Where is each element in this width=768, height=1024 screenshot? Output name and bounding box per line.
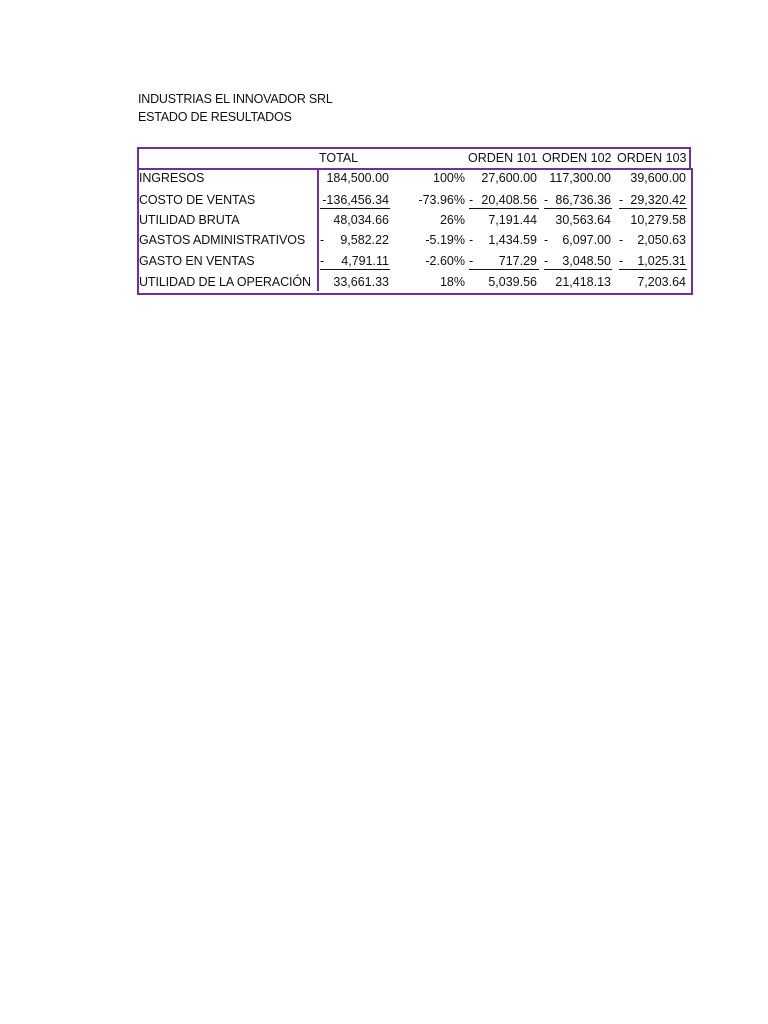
orden-103-value: 10,279.58 xyxy=(630,213,686,227)
percent-value: -73.96% xyxy=(418,193,465,207)
row-label: COSTO DE VENTAS xyxy=(139,193,256,207)
percent-value: -5.19% xyxy=(425,233,465,247)
negative-sign: - xyxy=(469,254,474,268)
orden-102-value: 21,418.13 xyxy=(555,275,611,289)
column-header-orden-101: ORDEN 101 xyxy=(468,151,538,165)
underline xyxy=(544,208,612,209)
orden-102-value: 30,563.64 xyxy=(555,213,611,227)
total-value: 184,500.00 xyxy=(326,171,389,185)
underline xyxy=(619,208,687,209)
total-value: 48,034.66 xyxy=(333,213,389,227)
negative-sign: - xyxy=(544,193,549,207)
orden-101-value: 5,039.56 xyxy=(488,275,537,289)
negative-sign: - xyxy=(619,233,624,247)
underline xyxy=(320,208,390,209)
negative-sign: - xyxy=(469,233,474,247)
negative-sign: - xyxy=(619,254,624,268)
percent-value: 26% xyxy=(439,213,465,227)
table-row xyxy=(139,273,689,293)
negative-sign: - xyxy=(544,233,549,247)
table-row xyxy=(139,211,689,231)
table-row xyxy=(139,191,689,211)
orden-103-value: 7,203.64 xyxy=(637,275,686,289)
column-header-orden-102: ORDEN 102 xyxy=(542,151,612,165)
underline xyxy=(320,269,390,270)
row-label: UTILIDAD BRUTA xyxy=(139,213,240,227)
row-label: GASTOS ADMINISTRATIVOS xyxy=(139,233,306,247)
orden-102-value: 6,097.00 xyxy=(562,233,611,247)
negative-sign: - xyxy=(544,254,549,268)
orden-101-value: 7,191.44 xyxy=(488,213,537,227)
total-value: -136,456.34 xyxy=(322,193,389,207)
orden-102-value: 3,048.50 xyxy=(562,254,611,268)
underline xyxy=(544,269,612,270)
table-row xyxy=(139,231,689,251)
total-value: 4,791.11 xyxy=(341,254,389,268)
orden-103-value: 2,050.63 xyxy=(637,233,686,247)
column-header-orden-103: ORDEN 103 xyxy=(617,151,687,165)
negative-sign: - xyxy=(320,254,325,268)
negative-sign: - xyxy=(619,193,624,207)
negative-sign: - xyxy=(469,193,474,207)
orden-101-value: 717.29 xyxy=(498,254,537,268)
negative-sign: - xyxy=(320,233,325,247)
total-value: 33,661.33 xyxy=(333,275,389,289)
underline xyxy=(619,269,687,270)
orden-102-value: 117,300.00 xyxy=(549,171,611,185)
percent-value: 100% xyxy=(433,171,465,185)
row-label: UTILIDAD DE LA OPERACIÓN xyxy=(139,275,311,289)
underline xyxy=(469,269,539,270)
orden-102-value: 86,736.36 xyxy=(555,193,611,207)
underline xyxy=(469,208,539,209)
column-header-total: TOTAL xyxy=(319,151,359,165)
row-label: GASTO EN VENTAS xyxy=(139,254,255,268)
company-name: INDUSTRIAS EL INNOVADOR SRL xyxy=(138,92,333,106)
report-title: ESTADO DE RESULTADOS xyxy=(138,110,292,124)
orden-101-value: 20,408.56 xyxy=(481,193,537,207)
orden-103-value: 39,600.00 xyxy=(630,171,686,185)
column-header-row xyxy=(138,148,691,168)
orden-103-value: 1,025.31 xyxy=(637,254,686,268)
total-value: 9,582.22 xyxy=(340,233,389,247)
percent-value: -2.60% xyxy=(425,254,465,268)
orden-101-value: 27,600.00 xyxy=(481,171,537,185)
orden-103-value: 29,320.42 xyxy=(630,193,686,207)
percent-value: 18% xyxy=(439,275,465,289)
orden-101-value: 1,434.59 xyxy=(488,233,537,247)
table-row xyxy=(139,169,689,189)
table-row xyxy=(139,252,689,272)
row-label: INGRESOS xyxy=(139,171,205,185)
